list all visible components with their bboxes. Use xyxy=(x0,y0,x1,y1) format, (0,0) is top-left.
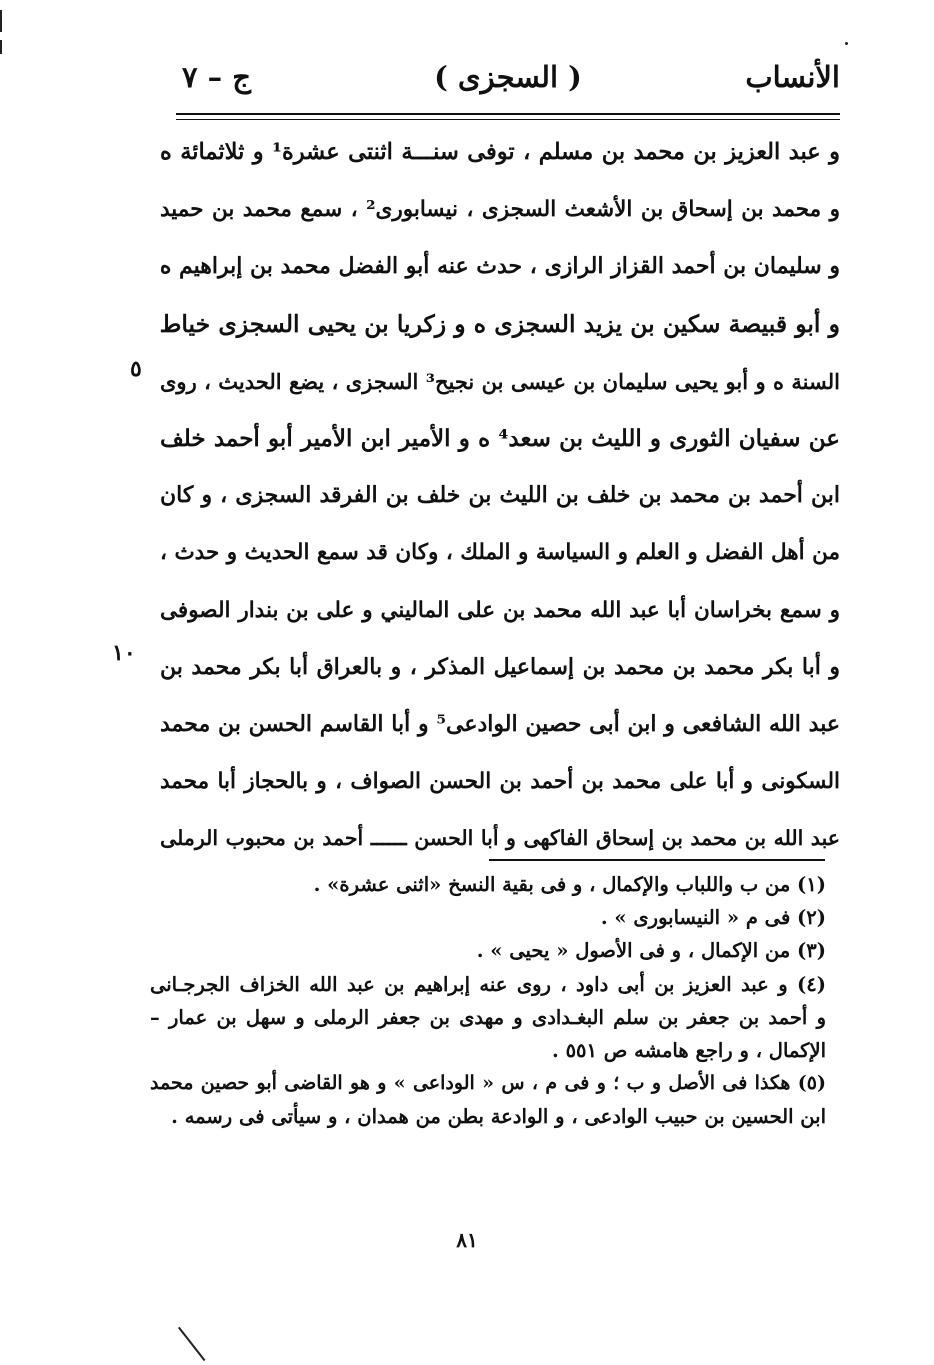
text-line: عن سفيان الثورى و الليث بن سعد⁴ ه و الأمير ابن الأمير أبو أحمد خلف xyxy=(160,424,840,452)
footnote: (٢) فى م « النيسابورى » . xyxy=(600,906,826,930)
header-volume: ج – ٧ xyxy=(182,60,251,94)
text-line: عبد الله الشافعى و ابن أبى حصين الوادعى⁵ و أبا القاسم الحسن بن محمد xyxy=(160,710,840,737)
text-line: من أهل الفضل و العلم و السياسة و الملك ، وكان قد سمع الحديث و حدث ، xyxy=(160,540,840,566)
text-line: ابن أحمد بن محمد بن خلف بن الليث بن خلف بن الفرقد السجزى ، و كان xyxy=(160,482,840,509)
text-line: و عبد العزيز بن محمد بن مسلم ، توفى سنـــة اثنتى عشرة¹ و ثلاثمائة ه xyxy=(160,139,840,165)
text-line: و أبو قبيصة سكين بن يزيد السجزى ه و زكريا بن يحيى السجزى خياط xyxy=(159,309,840,338)
main-text xyxy=(160,124,840,867)
text-line: السكونى و أبا على محمد بن أحمد بن الحسن الصواف ، و بالحجاز أبا محمد xyxy=(160,769,840,795)
text-line: و أبا بكر محمد بن محمد بن إسماعيل المذكر ، و بالعراق أبا بكر محمد بن xyxy=(160,653,840,680)
footnote-continuation: الإكمال ، و راجع هامشه ص ٥٥١ . xyxy=(551,1039,826,1063)
footnote: (٤) و عبد العزيز بن أبى داود ، روى عنه إبراهيم بن عبد الله الخزاف الجرجـانى xyxy=(150,972,826,996)
running-header xyxy=(176,56,840,102)
line-number-10: ١٠ xyxy=(112,640,136,666)
text-line: عبد الله بن محمد بن إسحاق الفاكهى و أبا الحسن ــــــ أحمد بن محبوب الرملى xyxy=(160,826,840,851)
scan-dot xyxy=(845,42,848,45)
scan-mark xyxy=(0,10,2,32)
text-line: و سليمان بن أحمد القزاز الرازى ، حدث عنه أبو الفضل محمد بن إبراهيم ه xyxy=(159,253,840,280)
footnote: (٥) هكذا فى الأصل و ب ؛ و فى م ، س « الوداعى » و هو القاضى أبو حصين محمد xyxy=(150,1072,826,1095)
scan-mark xyxy=(178,1327,205,1361)
header-entry-title: ( السجزى ) xyxy=(434,60,582,94)
footnote-rule xyxy=(489,859,825,861)
footnote: (٣) من الإكمال ، و فى الأصول « يحيى » . xyxy=(476,939,826,963)
text-line: السنة ه و أبو يحيى سليمان بن عيسى بن نجيح³ السجزى ، يضع الحديث ، روى xyxy=(160,368,840,394)
text-line: و سمع بخراسان أبا عبد الله محمد بن على الماليني و على بن بندار الصوفى xyxy=(160,597,840,623)
text-line: و محمد بن إسحاق بن الأشعث السجزى ، نيسابورى² ، سمع محمد بن حميد xyxy=(160,197,840,223)
header-book-title: الأنساب xyxy=(745,60,840,94)
page-number: ٨١ xyxy=(456,1228,478,1252)
footnote-continuation: ابن الحسين بن حبيب الوادعى ، و الوادعة بطن من همدان ، و سيأتى فى رسمه . xyxy=(171,1105,826,1129)
footnote-continuation: و أحمد بن جعفر بن سلم البغـدادى و مهدى بن جعفر الرملى و سهل بن عمار – xyxy=(150,1005,826,1029)
line-number-5: ٥ xyxy=(130,356,142,382)
footnotes xyxy=(150,868,826,1134)
scan-mark xyxy=(0,40,2,54)
header-rule xyxy=(176,113,840,120)
footnote: (١) من ب واللباب والإكمال ، و فى بقية النسخ «اثنى عشرة» . xyxy=(313,873,826,896)
